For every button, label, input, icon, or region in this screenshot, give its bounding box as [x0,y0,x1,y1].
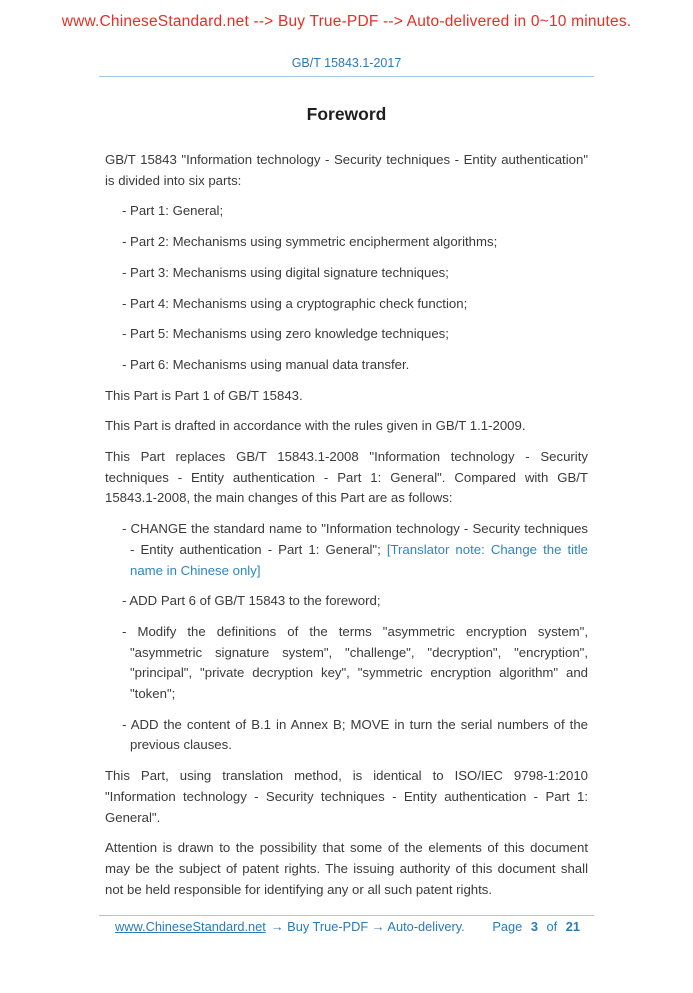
list-item-add-annex: - ADD the content of B.1 in Annex B; MOVE in turn the serial numbers of the previous clauses. [122,716,588,753]
list-item-change-name [122,519,588,581]
paragraph-drafted: This Part is drafted in accordance with the rules given in GB/T 1.1-2009. [105,418,526,434]
footer-promo-text: → Buy True-PDF → Auto-delivery. [270,919,465,934]
document-page [0,13,693,934]
header-divider [99,76,594,77]
list-item-part-6: - Part 6: Mechanisms using manual data transfer. [122,356,410,372]
foreword-content [105,150,588,900]
promo-banner: www.ChineseStandard.net --> Buy True-PDF --> Auto-delivered in 0~10 minutes. [61,13,632,30]
paragraph-attention: Attention is drawn to the possibility that some of the elements of this document may be the subject of patent rights. The issuing authority of this document shall not be held responsible for identifying any or all such patent rights. [105,840,588,897]
page-title: Foreword [306,104,387,124]
list-item-part-5: - Part 5: Mechanisms using zero knowledge techniques; [122,326,449,342]
page-current: 3 [530,919,538,934]
page-label: Page [492,919,523,934]
list-item-part-3: - Part 3: Mechanisms using digital signature techniques; [122,264,449,280]
list-item-add-foreword: - ADD Part 6 of GB/T 15843 to the foreword; [122,593,381,609]
footer-promo [115,919,465,934]
list-item-part-1: - Part 1: General; [122,203,224,219]
translator-note: [Translator note: Change the title name in Chinese only] [130,541,588,578]
doc-code: GB/T 15843.1-2017 [291,56,402,70]
paragraph-part-of: This Part is Part 1 of GB/T 15843. [105,387,303,403]
page-footer [0,915,693,934]
paragraph-intro: GB/T 15843 "Information technology - Security techniques - Entity authentication" is divided into six parts: [105,152,588,188]
list-item-modify-definitions: - Modify the definitions of the terms "asymmetric encryption system", "asymmetric signature system", "challenge", "decryption", "encryption", "principal", "private decryption key", "symmetric encryption algorithm" and "token"; [122,623,588,702]
footer-divider [99,915,594,916]
paragraph-identical: This Part, using translation method, is identical to ISO/IEC 9798-1:2010 "Information technology - Security techniques - Entity authentication - Part 1: General". [105,768,588,825]
footer-link[interactable]: www.ChineseStandard.net [115,919,266,934]
of-label: of [546,919,558,934]
paragraph-replaces: This Part replaces GB/T 15843.1-2008 "Information technology - Security techniques - Entity authentication - Part 1: General". Compared with GB/T 15843.1-2008, the main changes of this Part are as follows: [105,449,588,506]
page-total: 21 [565,919,580,934]
list-item-part-2: - Part 2: Mechanisms using symmetric encipherment algorithms; [122,234,498,250]
page-indicator [492,919,580,934]
change-name-text: - CHANGE the standard name to "Information technology - Security techniques - Entity authentication - Part 1: General"; [122,521,588,557]
list-item-part-4: - Part 4: Mechanisms using a cryptographic check function; [122,295,468,311]
